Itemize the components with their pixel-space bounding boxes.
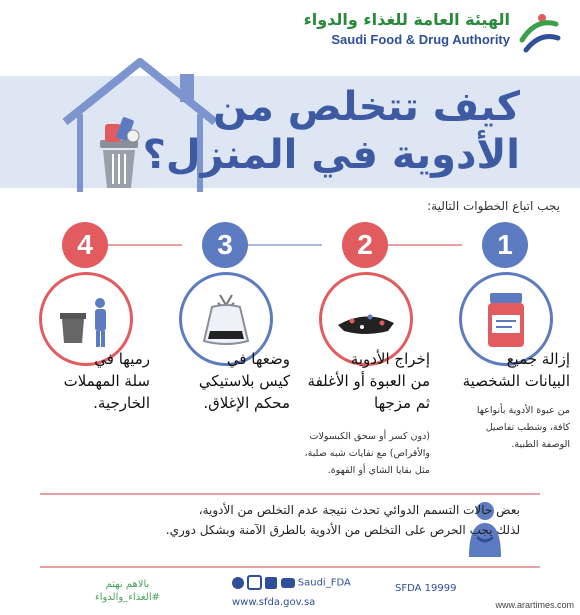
social-handle[interactable]: Saudi_FDA	[297, 577, 351, 589]
step-title: وضعها في كيس بلاستيكي محكم الإغلاق.	[198, 350, 290, 412]
main-title-line1: كيف تتخلص من	[213, 84, 520, 130]
org-name-english: Saudi Food & Drug Authority	[331, 32, 510, 47]
step-title: إزالة جميع البيانات الشخصية	[462, 350, 570, 390]
house-trash-icon	[55, 52, 225, 202]
facebook-icon[interactable]	[265, 577, 277, 589]
sfda-label: SFDA	[395, 583, 422, 594]
instagram-icon[interactable]	[247, 575, 262, 590]
social-links	[232, 575, 351, 590]
website-link[interactable]: www.sfda.gov.sa	[232, 597, 316, 608]
step-number: 4	[62, 222, 108, 268]
step-title: إخراج الأدوية من العبوة أو الأغلفة ثم مزجها	[307, 350, 430, 412]
main-title-line2: الأدوية في المنزل؟	[142, 132, 520, 178]
footer-slogan: بالاهم نهتم #الغذاء_والدواء	[95, 579, 160, 603]
warning-text: بعض حالات التسمم الدوائي تحدث نتيجة عدم التخلص من الأدوية، لذلك يجب الحرص على التخلص من الأدوية بالطرق الآمنة وبشكل دوري.	[165, 503, 520, 537]
step-description: من عبوة الأدوية بأنواعها كافة، وشطب تفاصيل الوصفة الطبية.	[476, 405, 570, 450]
hotline-number: 19999	[424, 583, 457, 594]
sfda-logo-icon	[516, 10, 562, 56]
step-number: 3	[202, 222, 248, 268]
step-number: 1	[482, 222, 528, 268]
steps-intro: يجب اتباع الخطوات التالية:	[427, 199, 560, 213]
step-number: 2	[342, 222, 388, 268]
step-description: (دون كسر أو سحق الكبسولات والأقراص) مع نفايات شبه صلبة، مثل بقايا الشاي أو القهوة.	[304, 431, 430, 476]
divider	[40, 493, 540, 495]
watermark: www.arartimes.com	[495, 600, 574, 610]
step-title: رميها في سلة المهملات الخارجية.	[63, 350, 150, 412]
youtube-icon[interactable]	[281, 578, 295, 588]
org-name-arabic: الهيئة العامة للغذاء والدواء	[303, 10, 510, 29]
divider	[40, 566, 540, 568]
twitter-icon[interactable]	[232, 577, 244, 589]
sfda-hotline	[395, 583, 456, 594]
